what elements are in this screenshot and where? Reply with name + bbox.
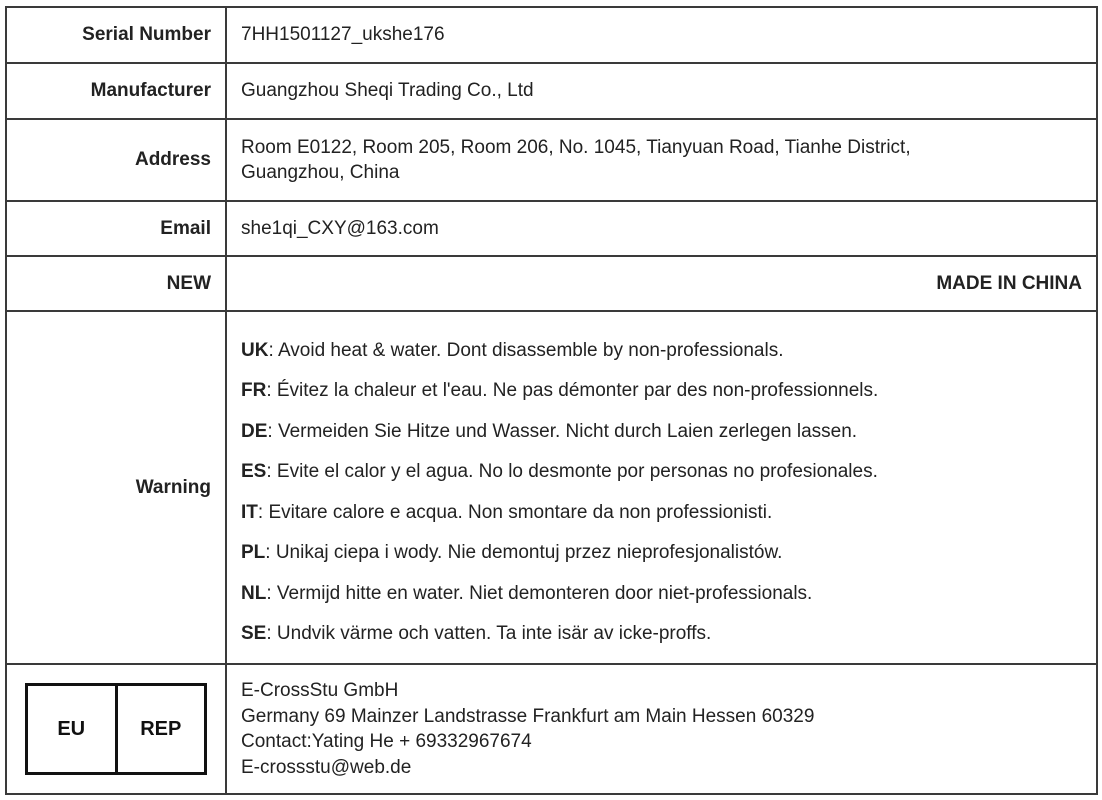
eu-rep-contact: Contact:Yating He + 69332967674	[241, 731, 532, 752]
email-row	[6, 201, 1097, 256]
warning-text: : Avoid heat & water. Dont disassemble by non-professionals.	[268, 339, 784, 361]
address-line-1: Room E0122, Room 205, Room 206, No. 1045, Tianyuan Road, Tianhe District,	[241, 137, 911, 158]
warning-code: DE	[241, 420, 268, 442]
warning-text: : Undvik värme och vatten. Ta inte isär av icke-proffs.	[266, 623, 712, 644]
eu-rep-badge	[25, 683, 207, 775]
eu-rep-address: Germany 69 Mainzer Landstrasse Frankfurt am Main Hessen 60329	[241, 705, 815, 727]
warning-code: ES	[241, 461, 267, 482]
condition-label: NEW	[6, 256, 226, 311]
address-row	[6, 119, 1097, 201]
warning-item-uk	[241, 331, 1082, 372]
condition-row	[6, 256, 1097, 311]
eu-rep-badge-eu: EU	[57, 717, 86, 740]
warning-code: UK	[241, 339, 269, 361]
warning-text: : Évitez la chaleur et l'eau. Ne pas démonter par des non-professionnels.	[266, 380, 879, 401]
eu-rep-badge-cell	[6, 664, 226, 794]
warning-item-de	[241, 412, 1082, 453]
manufacturer-value: Guangzhou Sheqi Trading Co., Ltd	[226, 63, 1097, 119]
warning-list	[226, 311, 1097, 664]
warning-item-se	[241, 614, 1082, 655]
warning-item-es	[241, 452, 1082, 493]
eu-rep-email: E-crossstu@web.de	[241, 756, 412, 778]
origin-label: MADE IN CHINA	[226, 256, 1097, 311]
address-label: Address	[6, 119, 226, 201]
warning-code: SE	[241, 623, 267, 644]
serial-number-row	[6, 7, 1097, 63]
warning-text: : Evite el calor y el agua. No lo desmonte por personas no profesionales.	[266, 461, 878, 482]
eu-rep-company: E-CrossStu GmbH	[241, 680, 399, 701]
warning-item-fr	[241, 371, 1082, 412]
manufacturer-label: Manufacturer	[6, 63, 226, 119]
warning-code: NL	[241, 582, 267, 604]
serial-number-label: Serial Number	[6, 7, 226, 63]
warning-item-pl	[241, 533, 1082, 574]
email-label: Email	[6, 201, 226, 256]
warning-code: FR	[241, 380, 267, 401]
address-value	[226, 119, 1097, 201]
warning-code: PL	[241, 542, 266, 563]
warning-label: Warning	[6, 311, 226, 664]
warning-text: : Evitare calore e acqua. Non smontare da non professionisti.	[257, 501, 773, 523]
warning-text: : Vermeiden Sie Hitze und Wasser. Nicht durch Laien zerlegen lassen.	[267, 420, 858, 442]
product-info-table	[5, 6, 1098, 795]
warning-row	[6, 311, 1097, 664]
eu-rep-badge-rep: REP	[115, 686, 205, 772]
serial-number-value: 7HH1501127_ukshe176	[226, 7, 1097, 63]
warning-text: : Unikaj ciepa i wody. Nie demontuj przez nieprofesjonalistów.	[265, 542, 783, 563]
address-line-2: Guangzhou, China	[241, 162, 400, 183]
eu-rep-details	[226, 664, 1097, 794]
warning-item-it	[241, 493, 1082, 534]
warning-code: IT	[241, 501, 258, 523]
manufacturer-row	[6, 63, 1097, 119]
warning-item-nl	[241, 574, 1082, 615]
eu-rep-row	[6, 664, 1097, 794]
warning-text: : Vermijd hitte en water. Niet demonteren door niet-professionals.	[266, 582, 813, 604]
email-value: she1qi_CXY@163.com	[226, 201, 1097, 256]
